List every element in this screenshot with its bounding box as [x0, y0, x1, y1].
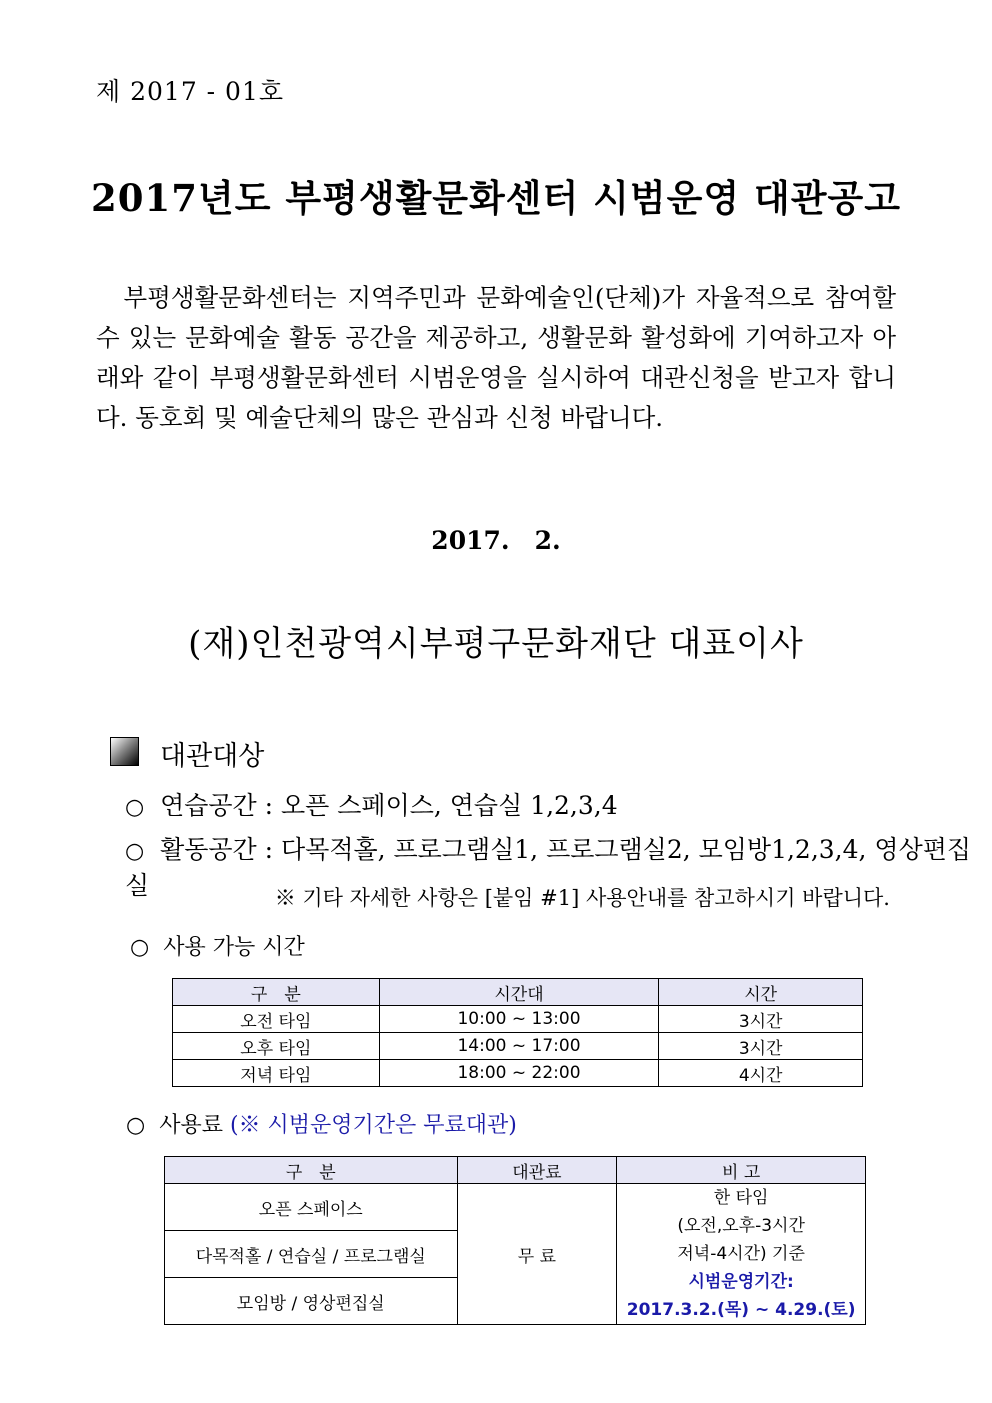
section-square-icon [110, 737, 139, 766]
fee-label: 사용료 [159, 1113, 223, 1138]
table-cell: 모임방 / 영상편집실 [165, 1278, 458, 1325]
reference-note: ※ 기타 자세한 사항은 [붙임 #1] 사용안내를 참고하시기 바랍니다. [274, 886, 890, 910]
table-header-cell: 대관료 [457, 1157, 617, 1184]
table-header-row [173, 979, 863, 1006]
table-cell: 4시간 [659, 1060, 863, 1087]
remark-line: 저녁-4시간) 기준 [677, 1244, 805, 1264]
table-header-cell: 비 고 [617, 1157, 866, 1184]
table-header-row [165, 1157, 866, 1184]
fee-cell: 무 료 [457, 1184, 617, 1325]
table-row [173, 1033, 863, 1060]
document-number: 제 2017 - 01호 [96, 77, 285, 106]
activity-space-text: 활동공간 : 다목적홀, 프로그램실1, 프로그램실2, 모임방1,2,3,4, 영상편집실 [125, 835, 972, 900]
organization-signature: (재)인천광역시부평구문화재단 대표이사 [188, 624, 804, 664]
table-cell: 3시간 [659, 1006, 863, 1033]
trial-period-label: 시범운영기간: [688, 1272, 794, 1292]
remark-line: (오전,오후-3시간 [677, 1216, 805, 1236]
remark-line: 한 타임 [713, 1188, 769, 1208]
table-row [173, 1006, 863, 1033]
available-hours-label: 사용 가능 시간 [163, 935, 305, 960]
page-title: 2017년도 부평생활문화센터 시범운영 대관공고 [91, 176, 901, 220]
intro-paragraph: 부평생활문화센터는 지역주민과 문화예술인(단체)가 자율적으로 참여할 수 있는 문화예술 활동 공간을 제공하고, 생활문화 활성화에 기여하고자 아래와 같이 부평생활문화센터 시범운영을 실시하여 대관신청을 받고자 합니다. 동호회 및 예술단체의 많은 관심과 신청 바랍니다. [96, 283, 896, 432]
table-cell: 오전 타임 [173, 1006, 380, 1033]
available-hours-heading [130, 930, 305, 961]
fee-table [164, 1156, 866, 1325]
announcement-date: 2017. 2. [431, 526, 561, 555]
bullet-circle-icon: ○ [126, 1113, 146, 1138]
fee-free-note: (※ 시범운영기간은 무료대관) [229, 1113, 517, 1138]
table-row [173, 1060, 863, 1087]
table-cell: 오픈 스페이스 [165, 1184, 458, 1231]
table-header-cell: 구 분 [173, 979, 380, 1006]
table-cell: 저녁 타임 [173, 1060, 380, 1087]
hours-table [172, 978, 863, 1087]
table-cell: 3시간 [659, 1033, 863, 1060]
practice-space-text: 연습공간 : 오픈 스페이스, 연습실 1,2,3,4 [160, 791, 618, 820]
table-row [165, 1184, 866, 1231]
fee-heading [126, 1108, 517, 1139]
table-header-cell: 시간대 [379, 979, 659, 1006]
practice-space-item [125, 786, 618, 822]
table-cell: 10:00 ~ 13:00 [379, 1006, 659, 1033]
remark-cell [617, 1184, 866, 1325]
table-header-cell: 구 분 [165, 1157, 458, 1184]
table-cell: 14:00 ~ 17:00 [379, 1033, 659, 1060]
bullet-circle-icon: ○ [125, 839, 145, 864]
table-cell: 18:00 ~ 22:00 [379, 1060, 659, 1087]
bullet-circle-icon: ○ [130, 935, 150, 960]
bullet-circle-icon: ○ [125, 795, 145, 820]
table-header-cell: 시간 [659, 979, 863, 1006]
table-cell: 오후 타임 [173, 1033, 380, 1060]
table-cell: 다목적홀 / 연습실 / 프로그램실 [165, 1231, 458, 1278]
trial-period-dates: 2017.3.2.(목) ~ 4.29.(토) [626, 1300, 856, 1320]
section-title: 대관대상 [160, 741, 265, 772]
